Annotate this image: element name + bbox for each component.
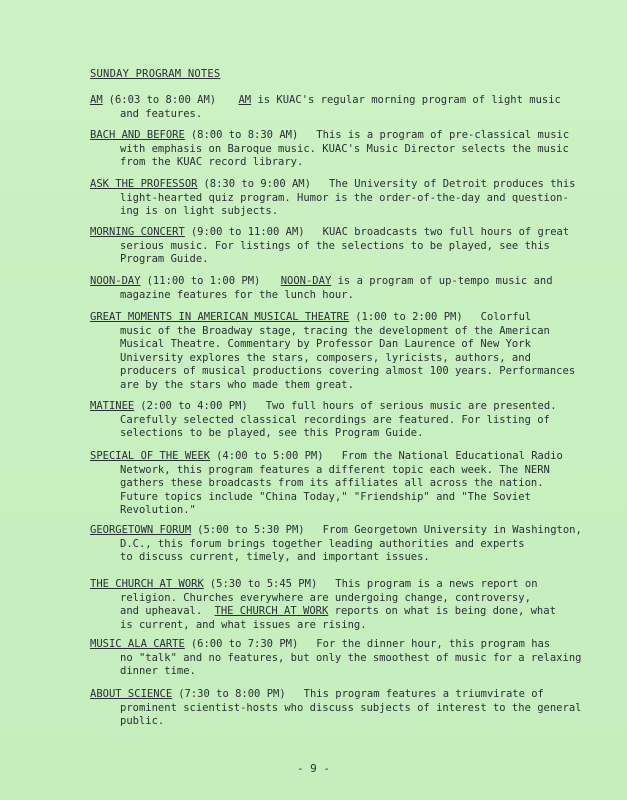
program-entry-special-of-the-week — [90, 450, 610, 518]
program-description-line: are by the stars who made them great. — [120, 378, 354, 391]
program-description-line: selections to be played, see this Program Guide. — [120, 427, 424, 439]
program-description-segment: reports on what is being done, what — [334, 605, 556, 617]
program-description-line: to discuss current, timely, and important issues. — [120, 551, 430, 563]
program-title: SPECIAL OF THE WEEK — [90, 450, 211, 462]
program-description-line: public. — [120, 715, 165, 727]
program-description-line: is current, and what issues are rising. — [120, 618, 367, 631]
program-time: (8:30 to 9:00 AM) — [203, 178, 311, 190]
program-entry-great-moments — [90, 311, 610, 392]
program-description: This is a program of pre-classical music — [316, 129, 570, 141]
program-description: This program features a triumvirate of — [303, 688, 544, 700]
program-time: (7:30 to 8:00 PM) — [178, 688, 286, 700]
program-description-line: producers of musical productions covering almost 100 years. Performances — [120, 365, 576, 377]
program-description-line: magazine features for the lunch hour. — [120, 288, 354, 301]
program-description-line: Carefully selected classical recordings are featured. For listing of — [120, 413, 550, 426]
program-description: From the National Educational Radio — [341, 450, 563, 462]
program-description-line: Network, this program features a different topic each week. The NERN — [120, 463, 550, 476]
program-entry-music-ala-carte — [90, 638, 610, 679]
program-description-line: light-hearted quiz program. Humor is the order-of-the-day and question- — [120, 191, 569, 204]
program-entry-ask-the-professor — [90, 178, 610, 219]
program-title: ASK THE PROFESSOR — [90, 178, 198, 190]
program-description: The University of Detroit produces this — [328, 178, 576, 190]
program-description-line — [90, 605, 610, 619]
program-time: (11:00 to 1:00 PM) — [146, 275, 261, 287]
program-entry-matinee — [90, 400, 610, 441]
program-time: (9:00 to 11:00 AM) — [190, 226, 305, 238]
program-description: KUAC broadcasts two full hours of great — [322, 226, 570, 238]
program-entry-bach-and-before — [90, 129, 610, 170]
program-description: is a program of up-tempo music and — [337, 275, 553, 287]
program-entry-church-at-work — [90, 578, 610, 632]
program-entry-am — [90, 94, 610, 121]
program-description-line: and features. — [120, 107, 203, 120]
program-description: For the dinner hour, this program has — [316, 638, 551, 650]
program-title: AM — [90, 94, 103, 106]
program-description-line: dinner time. — [120, 665, 196, 677]
program-description-line: Program Guide. — [120, 253, 209, 265]
program-entry-noon-day — [90, 275, 610, 302]
program-description: Two full hours of serious music are presented. — [265, 400, 557, 412]
program-entry-about-science — [90, 688, 610, 729]
program-title-inline: AM — [238, 94, 252, 106]
program-title: BACH AND BEFORE — [90, 129, 185, 141]
program-description-line: gathers these broadcasts from its affiliates all across the nation. — [120, 477, 544, 489]
program-entry-georgetown-forum — [90, 524, 610, 565]
program-description-line: Future topics include "China Today," "Friendship" and "The Soviet — [120, 490, 531, 503]
program-description-line: University explores the stars, composers, lyricists, authors, and — [120, 351, 531, 364]
program-title: ABOUT SCIENCE — [90, 688, 173, 700]
program-time: (6:00 to 7:30 PM) — [190, 638, 299, 650]
program-description-line: Musical Theatre. Commentary by Professor Dan Laurence of New York — [120, 338, 531, 350]
program-title: MUSIC ALA CARTE — [90, 638, 185, 650]
program-description-segment: and upheaval. — [120, 605, 203, 617]
program-description: Colorful — [480, 311, 532, 323]
program-time: (5:00 to 5:30 PM) — [197, 524, 305, 536]
program-description-line: D.C., this forum brings together leading authorities and experts — [120, 537, 525, 550]
program-description: is KUAC's regular morning program of light music — [257, 94, 561, 106]
program-title: THE CHURCH AT WORK — [90, 578, 204, 590]
page-heading: SUNDAY PROGRAM NOTES — [90, 68, 221, 80]
program-title: NOON-DAY — [90, 275, 141, 287]
program-description: This program is a news report on — [335, 578, 538, 590]
program-time: (1:00 to 2:00 PM) — [355, 311, 463, 323]
program-time: (5:30 to 5:45 PM) — [209, 578, 318, 590]
program-description-line: religion. Churches everywhere are undergoing change, controversy, — [120, 591, 531, 604]
program-description-line: prominent scientist-hosts who discuss subjects of interest to the general — [120, 701, 582, 714]
program-title: GREAT MOMENTS IN AMERICAN MUSICAL THEATRE — [90, 311, 350, 323]
program-time: (6:03 to 8:00 AM) — [108, 94, 217, 106]
program-title: MORNING CONCERT — [90, 226, 185, 238]
program-title-inline: NOON-DAY — [280, 275, 332, 287]
program-title: GEORGETOWN FORUM — [90, 524, 192, 536]
program-entry-morning-concert — [90, 226, 610, 267]
program-description-line: music of the Broadway stage, tracing the development of the American — [120, 324, 550, 337]
program-description: From Georgetown University in Washington, — [322, 524, 582, 536]
program-description-line: with emphasis on Baroque music. KUAC's Music Director selects the music — [120, 142, 569, 155]
program-description-line: Revolution." — [120, 504, 196, 516]
program-time: (8:00 to 8:30 AM) — [190, 129, 299, 141]
program-title: MATINEE — [90, 400, 135, 412]
program-description-line: serious music. For listings of the selections to be played, see this — [120, 239, 550, 252]
program-time: (4:00 to 5:00 PM) — [216, 450, 324, 462]
program-description-line: from the KUAC record library. — [120, 156, 304, 168]
program-description-line: no "talk" and no features, but only the smoothest of music for a relaxing — [120, 651, 582, 664]
page-number: - 9 - — [296, 762, 331, 775]
program-time: (2:00 to 4:00 PM) — [140, 400, 248, 412]
program-title-inline: THE CHURCH AT WORK — [214, 605, 329, 617]
program-description-line: ing is on light subjects. — [120, 205, 279, 217]
